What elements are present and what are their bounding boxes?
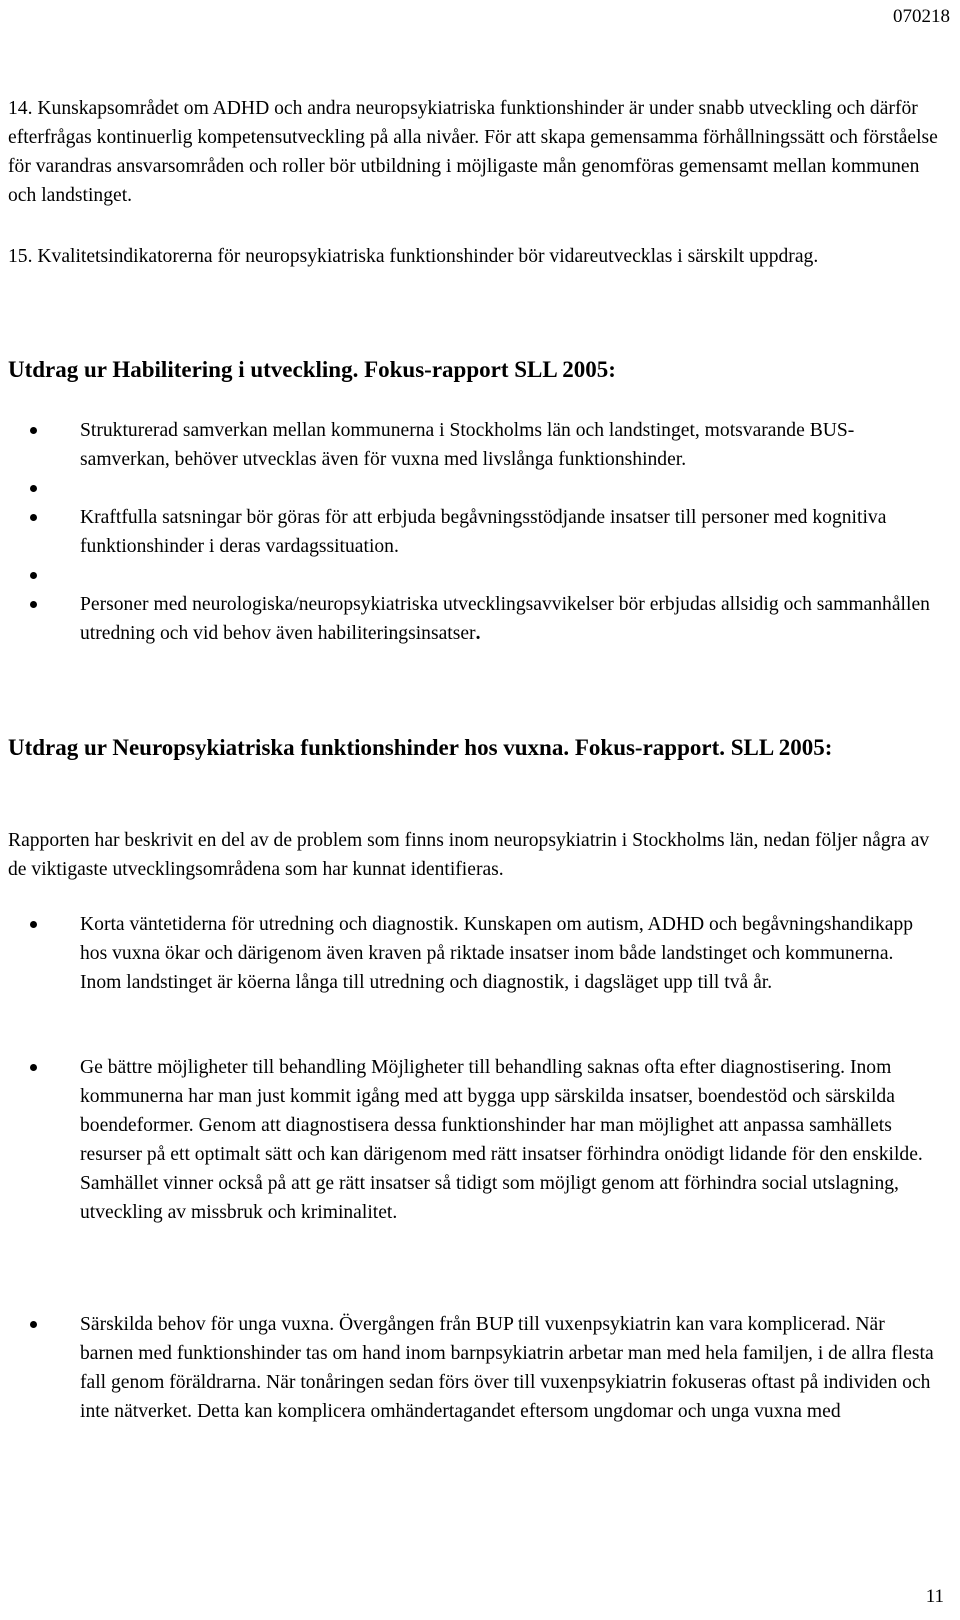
bullet-text: Ge bättre möjligheter till behandling Möjligheter till behandling saknas ofta efter diagnostisering. Inom kommunerna har man just kommit igång med att bygga upp särskilda insatser, boendestöd och särskilda boendeformer. Genom att diagnostisera dessa funktionshinder har man möjlighet att anpassa samhällets resurser på ett optimalt sätt och kan därigenom med rätt insatser förhindra onödigt lidande för den enskilde. Samhället vinner också på att ge rätt insatser så tidigt som möjligt genom att förhindra social utslagning, utveckling av missbruk och kriminalitet.	[80, 1057, 923, 1223]
bullet-dot-icon	[30, 1321, 37, 1328]
section-heading-habilitering: Utdrag ur Habilitering i utveckling. Fokus-rapport SLL 2005:	[8, 357, 616, 382]
bullet-item-empty	[8, 561, 938, 590]
page-number: 11	[925, 1586, 944, 1607]
bullet-list-neuropsykiatriska-2	[8, 1053, 938, 1227]
bullet-text: Korta väntetiderna för utredning och diagnostik. Kunskapen om autism, ADHD och begåvningshandikapp hos vuxna ökar och därigenom även kraven på riktade insatser inom både landstinget och kommunerna. Inom landstinget är köerna långa till utredning och diagnostik, i dagsläget upp till två år.	[80, 914, 914, 993]
bullet-text-end: .	[475, 623, 481, 644]
document-code: 070218	[893, 6, 950, 27]
bullet-item	[8, 1310, 938, 1426]
bullet-dot-icon	[30, 572, 37, 579]
bullet-list-neuropsykiatriska	[8, 910, 938, 997]
paragraph-item-14: 14. Kunskapsområdet om ADHD och andra neuropsykiatriska funktionshinder är under snabb utveckling och därför efterfrågas kontinuerlig kompetensutveckling på alla nivåer. För att skapa gemensamma förhållningssätt och förståelse för varandras ansvarsområden och roller bör utbildning i möjligaste mån genomföras gemensamt mellan kommunen och landstinget.	[8, 98, 943, 206]
bullet-text: Strukturerad samverkan mellan kommunerna i Stockholms län och landstinget, motsvarande BUS-samverkan, behöver utvecklas även för vuxna med livslånga funktionshinder.	[80, 420, 855, 470]
bullet-dot-icon	[30, 427, 37, 434]
bullet-item	[8, 503, 938, 561]
section-heading-neuropsykiatriska: Utdrag ur Neuropsykiatriska funktionshinder hos vuxna. Fokus-rapport. SLL 2005:	[8, 735, 833, 760]
bullet-list-habilitering	[8, 416, 938, 648]
bullet-item-empty	[8, 474, 938, 503]
section-intro: Rapporten har beskrivit en del av de problem som finns inom neuropsykiatrin i Stockholms län, nedan följer några av de viktigaste utvecklingsområdena som har kunnat identifieras.	[8, 830, 935, 880]
bullet-dot-icon	[30, 485, 37, 492]
bullet-item	[8, 590, 938, 648]
bullet-text: Personer med neurologiska/neuropsykiatriska utvecklingsavvikelser bör erbjudas allsidig och sammanhållen utredning och vid behov även habiliteringsinsatser	[80, 594, 930, 644]
bullet-text: Särskilda behov för unga vuxna. Övergången från BUP till vuxenpsykiatrin kan vara komplicerad. När barnen med funktionshinder tas om hand inom barnpsykiatrin arbetar man med hela familjen, i de allra flesta fall genom föräldrarna. När tonåringen sedan förs över till vuxenpsykiatrin fokuseras oftast på individen och inte nätverket. Detta kan komplicera omhändertagandet eftersom ungdomar och unga vuxna med	[80, 1314, 934, 1422]
bullet-dot-icon	[30, 601, 37, 608]
bullet-dot-icon	[30, 921, 37, 928]
bullet-dot-icon	[30, 514, 37, 521]
bullet-item	[8, 1053, 938, 1227]
bullet-list-neuropsykiatriska-3	[8, 1310, 938, 1426]
bullet-dot-icon	[30, 1064, 37, 1071]
bullet-item	[8, 416, 938, 474]
bullet-text: Kraftfulla satsningar bör göras för att erbjuda begåvningsstödjande insatser till personer med kognitiva funktionshinder i deras vardagssituation.	[80, 507, 887, 557]
paragraph-item-15: 15. Kvalitetsindikatorerna för neuropsykiatriska funktionshinder bör vidareutvecklas i särskilt uppdrag.	[8, 246, 819, 267]
bullet-item	[8, 910, 938, 997]
